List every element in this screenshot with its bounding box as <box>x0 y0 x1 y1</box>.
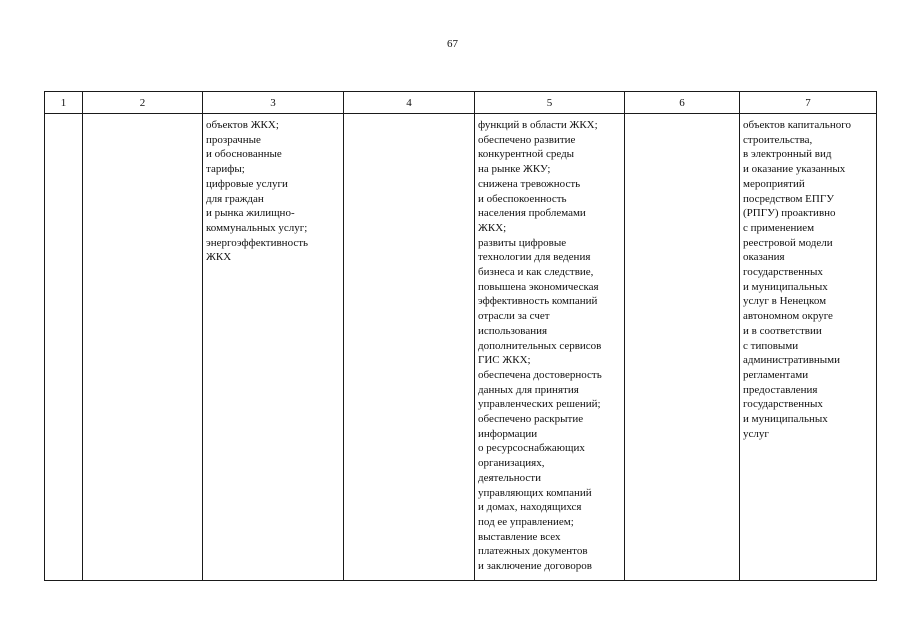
table-row <box>45 114 877 581</box>
cell-text-line: регламентами <box>743 368 809 381</box>
cell-text-line: повышена экономическая <box>478 280 599 293</box>
cell-text-line: отрасли за счет <box>478 310 550 323</box>
cell-text-line: под ее управлением; <box>478 515 574 528</box>
cell-text-line: ГИС ЖКХ; <box>478 354 531 367</box>
cell-text-line: автономном округе <box>743 310 833 323</box>
cell-text-line: на рынке ЖКУ; <box>478 163 551 176</box>
cell-text-line: административными <box>743 354 841 367</box>
cell-text-line: ЖКХ <box>206 251 232 264</box>
header-cell-5: 5 <box>475 92 625 114</box>
cell-text-line: снижена тревожность <box>478 177 581 190</box>
cell-text-line: услуг <box>743 427 769 440</box>
cell-text-line: о ресурсоснабжающих <box>478 442 585 455</box>
cell-text-line: управляющих компаний <box>478 486 592 499</box>
cell-text-line: и муниципальных <box>743 280 828 293</box>
cell-text-line: населения проблемами <box>478 207 586 220</box>
cell-text-line: платежных документов <box>478 545 588 558</box>
page-number: 67 <box>447 38 458 50</box>
cell-text-line: объектов ЖКХ; <box>206 119 279 131</box>
cell-text-line: и оказание указанных <box>743 163 846 176</box>
cell-col-1 <box>45 114 83 581</box>
document-table <box>44 91 877 581</box>
header-cell-4: 4 <box>344 92 475 114</box>
cell-text-line: бизнеса и как следствие, <box>478 266 594 279</box>
cell-text-line: строительства, <box>743 133 813 146</box>
cell-text-line: и обоснованные <box>206 148 282 161</box>
cell-text-line: обеспечено раскрытие <box>478 413 584 426</box>
cell-text-line: с типовыми <box>743 339 799 352</box>
cell-text-line: и в соответствии <box>743 324 822 337</box>
cell-text-line: мероприятий <box>743 177 805 190</box>
cell-text-line: государственных <box>743 398 823 411</box>
cell-text-line: управленческих решений; <box>478 398 601 411</box>
cell-text-line: оказания <box>743 251 785 264</box>
cell-text-line: использования <box>478 324 548 337</box>
header-cell-7: 7 <box>740 92 877 114</box>
cell-text-line: деятельности <box>478 471 541 484</box>
header-cell-1: 1 <box>45 92 83 114</box>
cell-text-line: обеспечено развитие <box>478 133 576 146</box>
cell-text-line: дополнительных сервисов <box>478 339 602 352</box>
table-header-row <box>45 92 877 114</box>
cell-col-4 <box>344 114 475 581</box>
cell-text-line: и обеспокоенность <box>478 192 567 205</box>
cell-text-line: и муниципальных <box>743 413 828 426</box>
cell-text-line: объектов капитального <box>743 119 851 131</box>
cell-text-line: организациях, <box>478 457 545 470</box>
cell-text-line: для граждан <box>206 192 264 205</box>
cell-col-3 <box>203 114 344 581</box>
cell-text-line: реестровой модели <box>743 236 833 249</box>
cell-text-line: прозрачные <box>206 133 261 146</box>
cell-text-line: цифровые услуги <box>206 177 288 190</box>
cell-text-line: и домах, находящихся <box>478 501 582 514</box>
cell-text-line: конкурентной среды <box>478 148 575 161</box>
cell-text-line: посредством ЕПГУ <box>743 192 834 205</box>
header-cell-6: 6 <box>625 92 740 114</box>
cell-text-line: (РПГУ) проактивно <box>743 207 836 220</box>
cell-text-line: энергоэффективность <box>206 236 309 249</box>
cell-text-line: выставление всех <box>478 530 561 543</box>
cell-text-line: технологии для ведения <box>478 251 591 264</box>
cell-text-line: функций в области ЖКХ; <box>478 119 598 131</box>
cell-col-7 <box>740 114 877 581</box>
cell-text-line: обеспечена достоверность <box>478 368 602 381</box>
cell-text-line: с применением <box>743 221 815 234</box>
cell-text-line: ЖКХ; <box>478 221 507 234</box>
cell-text-line: и заключение договоров <box>478 560 592 573</box>
cell-text-line: государственных <box>743 266 823 279</box>
cell-text-line: данных для принятия <box>478 383 579 396</box>
cell-text-line: коммунальных услуг; <box>206 221 308 234</box>
cell-text-line: информации <box>478 427 538 440</box>
cell-col-5 <box>475 114 625 581</box>
cell-text-line: развиты цифровые <box>478 236 567 249</box>
cell-text-line: предоставления <box>743 383 818 396</box>
cell-text-line: и рынка жилищно- <box>206 207 295 220</box>
cell-col-6 <box>625 114 740 581</box>
cell-col-2 <box>83 114 203 581</box>
cell-text-line: услуг в Ненецком <box>743 295 827 308</box>
cell-text-line: эффективность компаний <box>478 295 598 308</box>
cell-text-line: тарифы; <box>206 163 245 176</box>
header-cell-2: 2 <box>83 92 203 114</box>
cell-text-line: в электронный вид <box>743 148 832 161</box>
header-cell-3: 3 <box>203 92 344 114</box>
